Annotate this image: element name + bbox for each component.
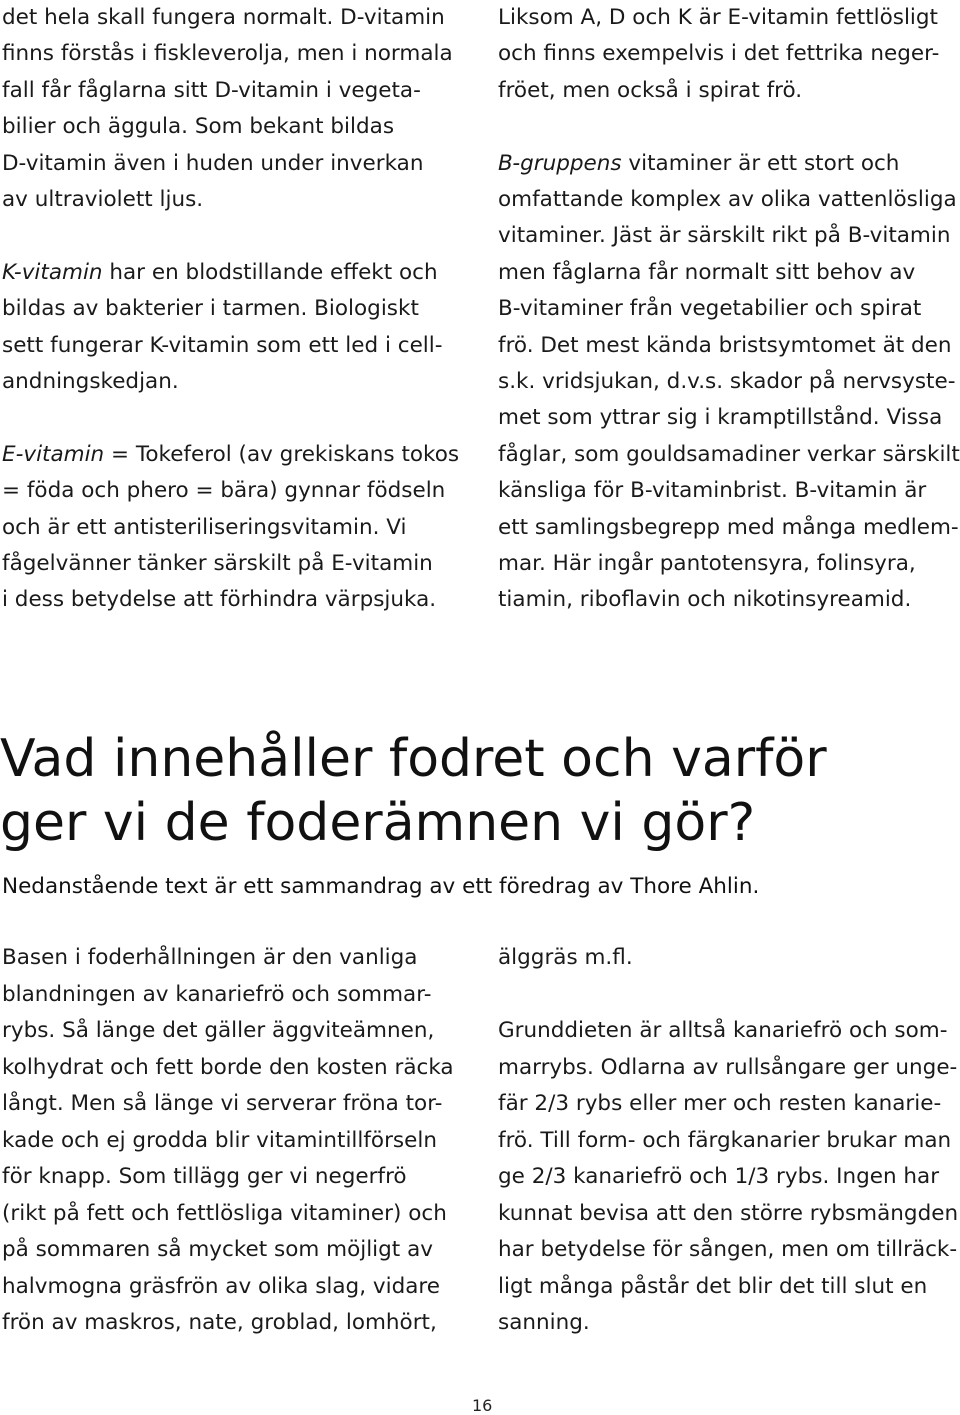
text-line: bildas av bakterier i tarmen. Biologiskt bbox=[2, 296, 419, 322]
text-line: frö. Det mest kända bristsymtomet ät den bbox=[498, 332, 952, 358]
text-line bbox=[498, 146, 960, 182]
text-line: vitaminer. Jäst är särskilt rikt på B-vitamin bbox=[498, 223, 951, 249]
text-line: och är ett antisteriliseringsvitamin. Vi bbox=[2, 514, 407, 540]
text-fragment: vitaminer är ett stort och bbox=[621, 150, 900, 176]
text-line: Basen i foderhållningen är den vanliga bbox=[2, 945, 418, 970]
text-line: D-vitamin även i huden under inverkan bbox=[2, 150, 424, 176]
text-line: i dess betydelse att förhindra värpsjuka. bbox=[2, 587, 437, 613]
text-line: marrybs. Odlarna av rullsångare ger unge- bbox=[498, 1054, 958, 1080]
text-line: s.k. vridsjukan, d.v.s. skador på nervsyste- bbox=[498, 369, 956, 395]
text-line: sett fungerar K-vitamin som ett led i cell- bbox=[2, 332, 443, 358]
term-e-vitamin: E-vitamin bbox=[2, 441, 105, 467]
text-line: omfattande komplex av olika vattenlösliga bbox=[498, 187, 957, 213]
page-number: 16 bbox=[472, 1396, 493, 1415]
text-line: Grunddieten är alltså kanariefrö och som- bbox=[498, 1018, 948, 1043]
heading-line: ger vi de foderämnen vi gör? bbox=[0, 793, 756, 853]
text-fragment: har en blodstillande effekt och bbox=[102, 259, 438, 285]
text-line: har betydelse för sången, men om tillräck- bbox=[498, 1237, 958, 1262]
section-subtitle: Nedanstående text är ett sammandrag av ett föredrag av Thore Ahlin. bbox=[2, 874, 760, 899]
text-line: rybs. Så länge det gäller äggviteämnen, bbox=[2, 1018, 435, 1043]
heading-line: Vad innehåller fodret och varför bbox=[0, 729, 827, 789]
text-line: met som yttrar sig i kramptillstånd. Vissa bbox=[498, 405, 943, 431]
text-line: ge 2/3 kanariefrö och 1/3 rybs. Ingen har bbox=[498, 1164, 940, 1189]
text-line bbox=[2, 437, 472, 473]
text-line: kolhydrat och fett borde den kosten räcka bbox=[2, 1054, 454, 1080]
text-line: tiamin, riboflavin och nikotinsyreamid. bbox=[498, 587, 912, 613]
section-heading bbox=[0, 727, 827, 855]
text-line: halvmogna gräsfrön av olika slag, vidare bbox=[2, 1273, 440, 1299]
text-line: kunnat bevisa att den större rybsmängden bbox=[498, 1200, 959, 1226]
text-line: långt. Men så länge vi serverar fröna tor- bbox=[2, 1091, 443, 1116]
text-line: för knapp. Som tillägg ger vi negerfrö bbox=[2, 1164, 407, 1189]
text-line: frön av maskros, nate, groblad, lomhört, bbox=[2, 1310, 437, 1335]
text-line: frö. Till form- och färgkanarier brukar man bbox=[498, 1127, 952, 1153]
term-k-vitamin: K-vitamin bbox=[2, 259, 103, 285]
text-line: ett samlingsbegrepp med många medlem- bbox=[498, 514, 959, 540]
paragraph-e-vitamin bbox=[2, 437, 472, 619]
text-line: fröet, men också i spirat frö. bbox=[498, 77, 803, 103]
text-line: ligt många påstår det blir det till slut en bbox=[498, 1273, 928, 1299]
column-top-right bbox=[498, 0, 960, 619]
text-line: fågelvänner tänker särskilt på E-vitamin bbox=[2, 551, 433, 577]
text-line: fär 2/3 rybs eller mer och resten kanarie- bbox=[498, 1091, 942, 1116]
text-line: B-vitaminer från vegetabilier och spirat bbox=[498, 296, 922, 322]
column-bottom-right bbox=[498, 940, 960, 1342]
text-line: det hela skall fungera normalt. D-vitamin bbox=[2, 5, 445, 30]
text-line: bilier och äggula. Som bekant bildas bbox=[2, 114, 395, 140]
text-line: Liksom A, D och K är E-vitamin fettlösligt bbox=[498, 5, 938, 30]
term-b-gruppens: B-gruppens bbox=[498, 150, 622, 176]
paragraph-base-diet bbox=[498, 1013, 960, 1342]
text-line: på sommaren så mycket som möjligt av bbox=[2, 1237, 433, 1262]
text-line bbox=[2, 255, 472, 291]
text-line: känsliga för B-vitaminbrist. B-vitamin är bbox=[498, 478, 927, 504]
column-top-left bbox=[2, 0, 472, 619]
text-line: av ultraviolett ljus. bbox=[2, 187, 204, 213]
text-line: fall får fåglarna sitt D-vitamin i vegeta- bbox=[2, 77, 421, 103]
text-line: mar. Här ingår pantotensyra, folinsyra, bbox=[498, 551, 916, 577]
text-line: andningskedjan. bbox=[2, 369, 179, 395]
paragraph-k-vitamin bbox=[2, 255, 472, 401]
text-line: men fåglarna får normalt sitt behov av bbox=[498, 259, 916, 285]
text-fragment: = Tokeferol (av grekiskans tokos bbox=[104, 441, 460, 467]
paragraph-d-vitamin bbox=[2, 0, 472, 218]
column-bottom-left bbox=[2, 940, 472, 1342]
text-line: kade och ej grodda blir vitamintillförseln bbox=[2, 1127, 437, 1153]
text-line: (rikt på fett och fettlösliga vitaminer) och bbox=[2, 1200, 447, 1226]
text-line: älggräs m.fl. bbox=[498, 945, 633, 970]
text-line: och finns exempelvis i det fettrika neger- bbox=[498, 41, 940, 67]
paragraph-fat-soluble bbox=[498, 0, 960, 109]
paragraph-feed-base bbox=[2, 940, 472, 1342]
text-line: finns förstås i fiskleverolja, men i normala bbox=[2, 41, 453, 67]
text-line: sanning. bbox=[498, 1310, 590, 1335]
paragraph-continuation bbox=[498, 940, 960, 977]
paragraph-b-vitamin bbox=[498, 146, 960, 619]
text-line: fåglar, som gouldsamadiner verkar särskilt bbox=[498, 441, 960, 467]
text-line: = föda och phero = bära) gynnar födseln bbox=[2, 478, 446, 504]
text-line: blandningen av kanariefrö och sommar- bbox=[2, 981, 432, 1007]
